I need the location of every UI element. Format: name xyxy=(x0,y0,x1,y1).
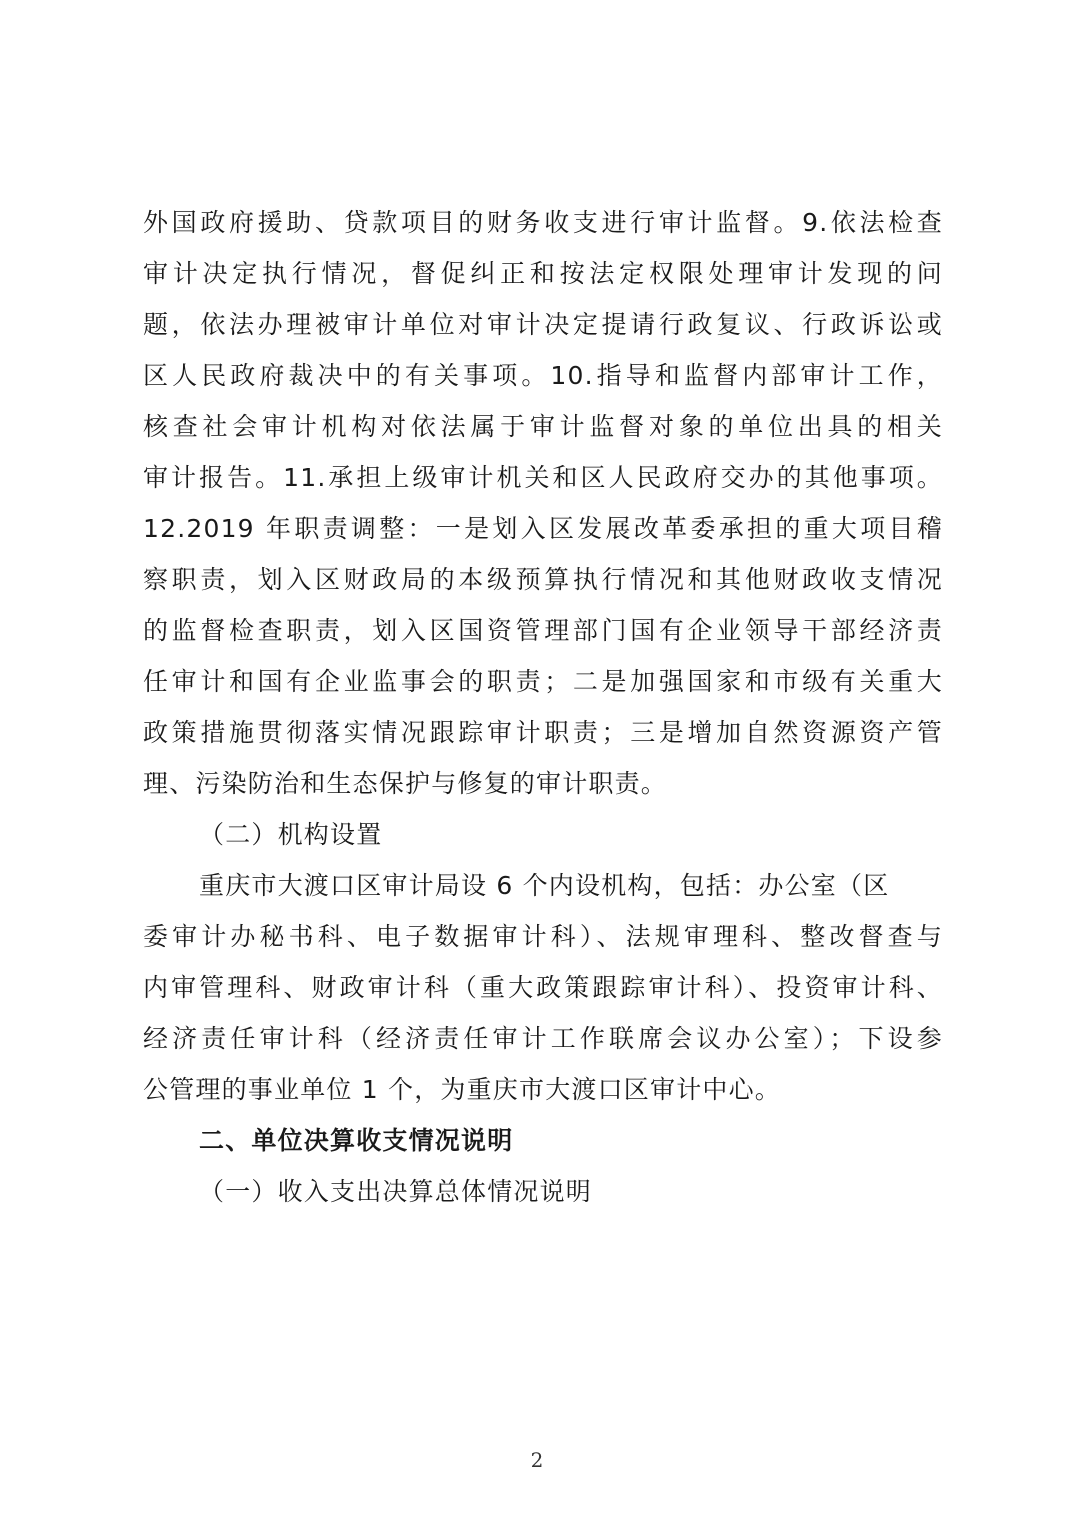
paragraph-line: 任审计和国有企业监事会的职责；二是加强国家和市级有关重大 xyxy=(143,667,943,696)
section-heading-budget: 二、单位决算收支情况说明 xyxy=(199,1126,514,1155)
paragraph-line: 公管理的事业单位 1 个，为重庆市大渡口区审计中心。 xyxy=(143,1075,782,1104)
document-body xyxy=(143,197,943,1217)
paragraph-line: 经济责任审计科（经济责任审计工作联席会议办公室）；下设参 xyxy=(143,1024,943,1053)
paragraph-line: 外国政府援助、贷款项目的财务收支进行审计监督。9.依法检查 xyxy=(143,208,943,237)
paragraph-line: 政策措施贯彻落实情况跟踪审计职责；三是增加自然资源资产管 xyxy=(143,718,943,747)
page-number: 2 xyxy=(530,1448,544,1472)
paragraph-line: 内审管理科、财政审计科（重大政策跟踪审计科）、投资审计科、 xyxy=(143,973,943,1002)
paragraph-line: 的监督检查职责，划入区国资管理部门国有企业领导干部经济责 xyxy=(143,616,943,645)
paragraph-line: 核查社会审计机构对依法属于审计监督对象的单位出具的相关 xyxy=(143,412,943,441)
paragraph-line: 审计决定执行情况，督促纠正和按法定权限处理审计发现的问 xyxy=(143,259,943,288)
paragraph-line: 理、污染防治和生态保护与修复的审计职责。 xyxy=(143,769,668,798)
paragraph-line: 察职责，划入区财政局的本级预算执行情况和其他财政收支情况 xyxy=(143,565,943,594)
paragraph-line: 重庆市大渡口区审计局设 6 个内设机构，包括：办公室（区 xyxy=(199,871,890,900)
paragraph-line: 审计报告。11.承担上级审计机关和区人民政府交办的其他事项。 xyxy=(143,463,943,492)
paragraph-line: 区人民政府裁决中的有关事项。10.指导和监督内部审计工作， xyxy=(143,361,943,390)
section-heading-institution: （二）机构设置 xyxy=(199,820,383,849)
paragraph-line: 题，依法办理被审计单位对审计决定提请行政复议、行政诉讼或 xyxy=(143,310,943,339)
subsection-heading-overview: （一）收入支出决算总体情况说明 xyxy=(199,1177,593,1206)
paragraph-line: 委审计办秘书科、电子数据审计科）、法规审理科、整改督查与 xyxy=(143,922,943,951)
paragraph-line: 12.2019 年职责调整：一是划入区发展改革委承担的重大项目稽 xyxy=(143,514,943,543)
